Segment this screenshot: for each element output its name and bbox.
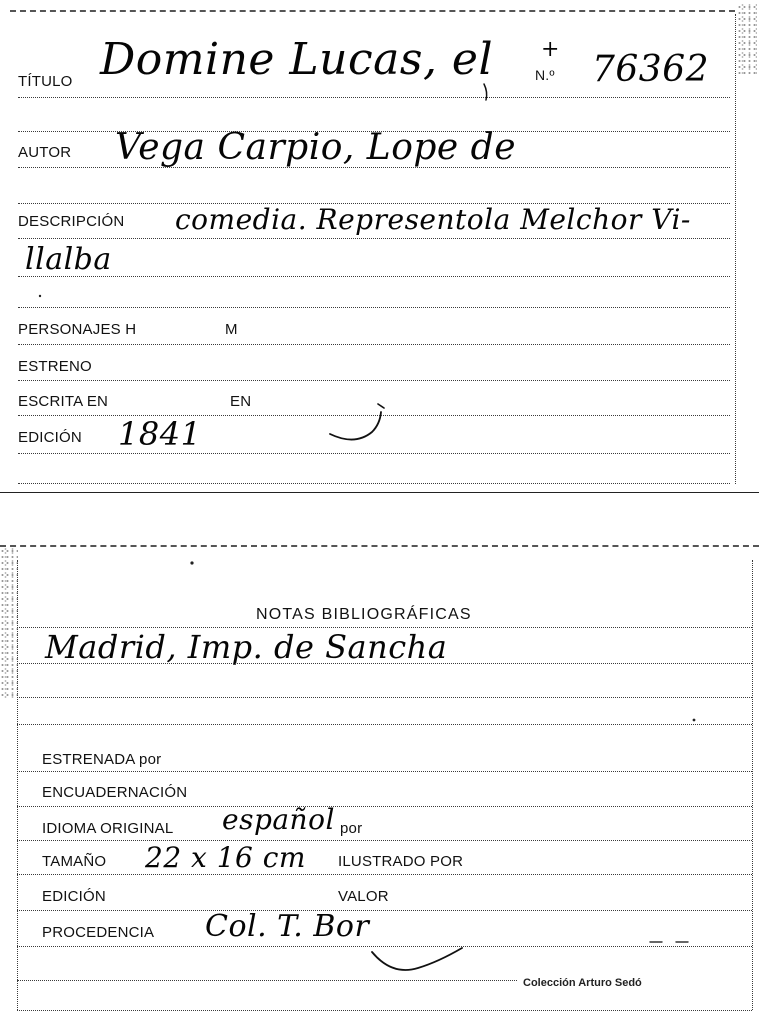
- ruled-line: [17, 771, 752, 772]
- ruled-line: [17, 663, 752, 664]
- written-en-label: EN: [230, 393, 252, 410]
- ruled-line: [17, 806, 752, 807]
- number-mark: +: [541, 37, 560, 62]
- ruled-line: [18, 483, 730, 484]
- ruled-line: [18, 344, 730, 345]
- premiered-label: ESTRENADA por: [42, 751, 162, 768]
- ruled-line: [17, 874, 752, 875]
- ruled-line: [18, 276, 730, 277]
- size-value: 22 x 16 cm: [145, 841, 306, 874]
- edition-label: EDICIÓN: [42, 888, 106, 905]
- pen-tick: [378, 404, 384, 408]
- description-line-1: comedia. Representola Melchor Vi-: [175, 203, 691, 236]
- ruled-line: [17, 946, 752, 947]
- card-separator-line: [0, 492, 759, 493]
- card-right-edge: [735, 14, 736, 484]
- title-label: TÍTULO: [18, 73, 73, 90]
- characters-label: PERSONAJES H: [18, 321, 137, 338]
- ruled-line: [17, 910, 752, 911]
- scan-speckle: [0, 548, 18, 698]
- author-label: AUTOR: [18, 144, 72, 161]
- value-label: VALOR: [338, 888, 389, 905]
- edition-value: 1841: [118, 415, 202, 453]
- scan-speckle: [737, 4, 757, 74]
- edition-label: EDICIÓN: [18, 429, 82, 446]
- characters-m-label: M: [225, 321, 238, 338]
- description-line-2: llalba: [25, 242, 112, 277]
- card-top-edge: [0, 545, 759, 547]
- ruled-line: [18, 453, 730, 454]
- ruled-line: [18, 238, 730, 239]
- description-label: DESCRIPCIÓN: [18, 213, 125, 230]
- ruled-line: [18, 97, 730, 98]
- language-label: IDIOMA ORIGINAL: [42, 820, 174, 837]
- ruled-line: [18, 167, 730, 168]
- author-value: Vega Carpio, Lope de: [115, 127, 517, 168]
- binding-label: ENCUADERNACIÓN: [42, 784, 188, 801]
- ruled-line: [17, 980, 517, 981]
- collection-credit: Colección Arturo Sedó: [523, 977, 642, 989]
- written-label: ESCRITA EN: [18, 393, 109, 410]
- ruled-line: [17, 840, 752, 841]
- ruled-line: [17, 724, 752, 725]
- ruled-line: [18, 307, 730, 308]
- pen-dot: [39, 295, 41, 297]
- pen-flourish: [372, 948, 462, 970]
- provenance-label: PROCEDENCIA: [42, 924, 155, 941]
- title-value: Domine Lucas, el: [100, 34, 494, 85]
- card-top-edge: [10, 10, 735, 12]
- pen-dot: [693, 719, 696, 722]
- pen-flourish: [330, 412, 381, 440]
- number-value: 76362: [592, 49, 710, 90]
- provenance-value: Col. T. Bor: [205, 909, 370, 944]
- number-label: N.º: [535, 67, 555, 83]
- premiere-label: ESTRENO: [18, 358, 92, 375]
- size-label: TAMAÑO: [42, 853, 107, 870]
- pen-dot: [190, 561, 193, 564]
- ruled-line: [18, 380, 730, 381]
- ruled-line: [17, 1010, 752, 1011]
- ruled-line: [17, 697, 752, 698]
- card-right-edge: [752, 560, 753, 1010]
- illustrated-label: ILUSTRADO POR: [338, 853, 464, 870]
- notes-value: Madrid, Imp. de Sancha: [45, 628, 448, 666]
- notes-heading: NOTAS BIBLIOGRÁFICAS: [256, 606, 472, 623]
- language-value: español: [222, 803, 335, 836]
- language-by-label: por: [340, 820, 363, 837]
